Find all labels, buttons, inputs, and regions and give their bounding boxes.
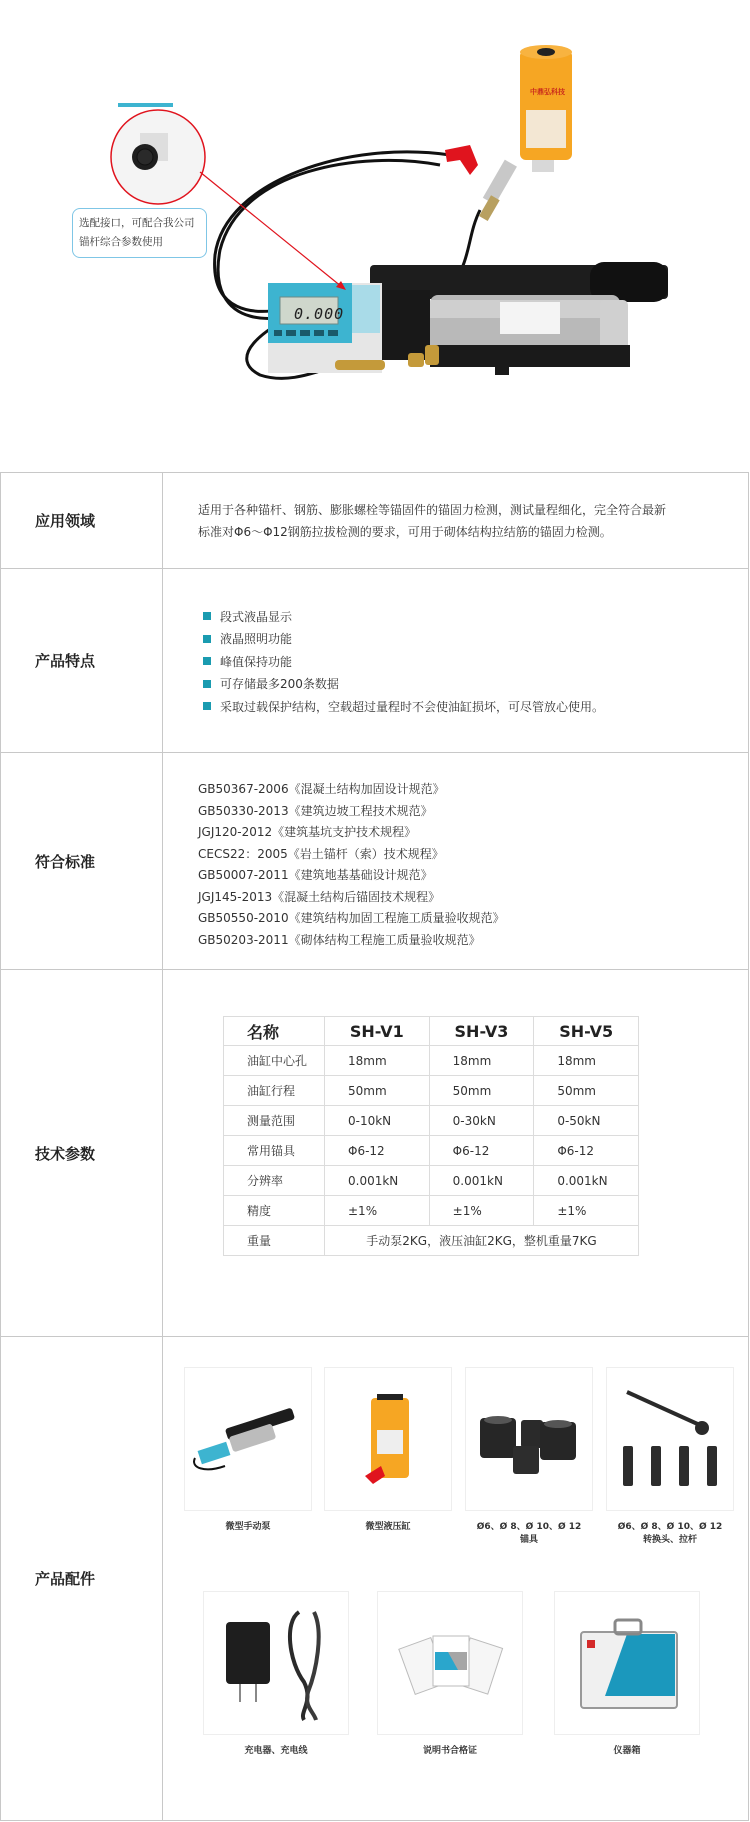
accessory-caption: 说明书合格证 (422, 1746, 477, 1756)
standard-item: JGJ120-2012《建筑基坑支护技术规程》 (198, 825, 417, 839)
technical-label: 技术参数 (1, 970, 163, 1336)
feature-item (203, 628, 748, 651)
instrument-case-image (554, 1591, 700, 1735)
standard-item: JGJ145-2013《混凝土结构后锚固技术规程》 (198, 889, 441, 904)
param-value: 18mm (534, 1046, 639, 1076)
hero-product-image (0, 0, 750, 472)
param-value: Φ6-12 (534, 1136, 639, 1166)
param-name: 测量范围 (224, 1106, 325, 1136)
param-value: 0.001kN (429, 1166, 534, 1196)
anchors-image (465, 1367, 593, 1511)
param-value: 18mm (429, 1046, 534, 1076)
param-name: 油缸中心孔 (224, 1046, 325, 1076)
feature-text: 段式液晶显示 (220, 609, 293, 624)
table-row (224, 1076, 639, 1106)
weight-value: 手动泵2KG，液压油缸2KG，整机重量7KG (325, 1226, 639, 1256)
accessory-caption: 充电器、充电线 (244, 1746, 308, 1756)
param-value: 50mm (325, 1076, 430, 1106)
param-value: 0-30kN (429, 1106, 534, 1136)
feature-item (203, 650, 748, 673)
param-value: 0.001kN (534, 1166, 639, 1196)
accessory-caption: 仪器箱 (613, 1746, 641, 1756)
accessory-adapters-rods (606, 1367, 734, 1547)
callout-line-2: 锚杆综合参数使用 (79, 236, 163, 248)
square-bullet-icon (203, 680, 211, 688)
accessory-anchors (465, 1367, 593, 1547)
charger-image (203, 1591, 349, 1735)
square-bullet-icon (203, 612, 211, 620)
row-features (0, 569, 749, 753)
lcd-reading: 0.000 (294, 305, 345, 323)
square-bullet-icon (203, 657, 211, 665)
adapters-rods-image (606, 1367, 734, 1511)
accessory-hand-pump (184, 1367, 312, 1534)
table-row (224, 1136, 639, 1166)
square-bullet-icon (203, 702, 211, 710)
technical-content (163, 970, 748, 1336)
row-accessories (0, 1337, 749, 1821)
feature-text: 峰值保持功能 (220, 654, 293, 669)
caption-line: 转换头、拉杆 (642, 1535, 697, 1545)
row-standards (0, 753, 749, 970)
param-name: 精度 (224, 1196, 325, 1226)
param-value: 50mm (534, 1076, 639, 1106)
param-value: Φ6-12 (325, 1136, 430, 1166)
params-table (223, 1016, 639, 1256)
header-model: SH-V1 (325, 1017, 430, 1046)
row-application (0, 473, 749, 569)
pointer-arrow (200, 172, 342, 287)
square-bullet-icon (203, 635, 211, 643)
standards-label: 符合标准 (1, 753, 163, 969)
standard-item: GB50330-2013《建筑边坡工程技术规范》 (198, 803, 433, 818)
param-value: 0-10kN (325, 1106, 430, 1136)
spec-table (0, 472, 749, 1821)
feature-item (203, 605, 748, 628)
param-value: ±1% (325, 1196, 430, 1226)
param-value: 0-50kN (534, 1106, 639, 1136)
feature-text: 液晶照明功能 (220, 632, 293, 647)
row-technical-params (0, 970, 749, 1337)
feature-text: 采取过载保护结构，空载超过量程时不会使油缸损坏，可尽管放心使用。 (220, 699, 605, 714)
param-value: ±1% (534, 1196, 639, 1226)
accessory-caption (606, 1521, 734, 1547)
features-label: 产品特点 (1, 569, 163, 752)
table-row-weight (224, 1226, 639, 1256)
accessory-caption: 微型液压缸 (365, 1522, 411, 1532)
table-row (224, 1046, 639, 1076)
manual-certificate-image (377, 1591, 523, 1735)
application-line-1: 适用于各种锚杆、钢筋、膨胀螺栓等锚固件的锚固力检测，测试量程细化，完全符合最新 (198, 503, 667, 517)
callout-line-1: 选配接口，可配合我公司 (79, 217, 195, 229)
accessory-charger (203, 1591, 349, 1758)
hydraulic-cylinder-image (324, 1367, 452, 1511)
svg-text:中鼎弘科技: 中鼎弘科技 (530, 88, 565, 96)
table-row (224, 1166, 639, 1196)
accessory-caption (465, 1521, 593, 1547)
param-value: 50mm (429, 1076, 534, 1106)
feature-item (203, 695, 748, 718)
feature-text: 可存储最多200条数据 (220, 677, 339, 692)
param-name: 常用锚具 (224, 1136, 325, 1166)
table-row (224, 1196, 639, 1226)
standard-item: CECS22：2005《岩土锚杆（索）技术规程》 (198, 846, 444, 861)
accessories-label: 产品配件 (1, 1337, 163, 1820)
params-header-row (224, 1017, 639, 1046)
caption-line: Ø6、Ø 8、Ø 10、Ø 12 (617, 1522, 723, 1532)
param-name: 油缸行程 (224, 1076, 325, 1106)
header-name: 名称 (224, 1017, 325, 1046)
param-value: Φ6-12 (429, 1136, 534, 1166)
header-model: SH-V5 (534, 1017, 639, 1046)
param-name: 重量 (224, 1226, 325, 1256)
hand-pump-image (184, 1367, 312, 1511)
caption-line: Ø6、Ø 8、Ø 10、Ø 12 (476, 1522, 582, 1532)
accessory-instrument-case (554, 1591, 700, 1758)
features-list (163, 569, 748, 752)
application-content (163, 473, 748, 568)
param-value: 18mm (325, 1046, 430, 1076)
standard-item: GB50007-2011《建筑地基基础设计规范》 (198, 868, 433, 882)
feature-item (203, 673, 748, 696)
param-name: 分辨率 (224, 1166, 325, 1196)
accessories-grid (163, 1337, 748, 1820)
standard-item: GB50550-2010《建筑结构加固工程施工质量验收规范》 (198, 911, 505, 925)
application-label: 应用领域 (1, 473, 163, 568)
standards-list (163, 753, 748, 969)
param-value: ±1% (429, 1196, 534, 1226)
accessory-hydraulic-cylinder (324, 1367, 452, 1534)
optional-interface-callout (72, 208, 207, 258)
accessory-caption: 微型手动泵 (225, 1522, 271, 1532)
accessory-manual-certificate (377, 1591, 523, 1758)
application-line-2: 标准对Φ6～Φ12钢筋拉拔检测的要求，可用于砌体结构拉结筋的锚固力检测。 (198, 525, 612, 539)
standard-item: GB50203-2011《砌体结构工程施工质量验收规范》 (198, 932, 481, 947)
standard-item: GB50367-2006《混凝土结构加固设计规范》 (198, 782, 445, 796)
header-model: SH-V3 (429, 1017, 534, 1046)
param-value: 0.001kN (325, 1166, 430, 1196)
table-row (224, 1106, 639, 1136)
caption-line: 锚具 (519, 1535, 538, 1545)
